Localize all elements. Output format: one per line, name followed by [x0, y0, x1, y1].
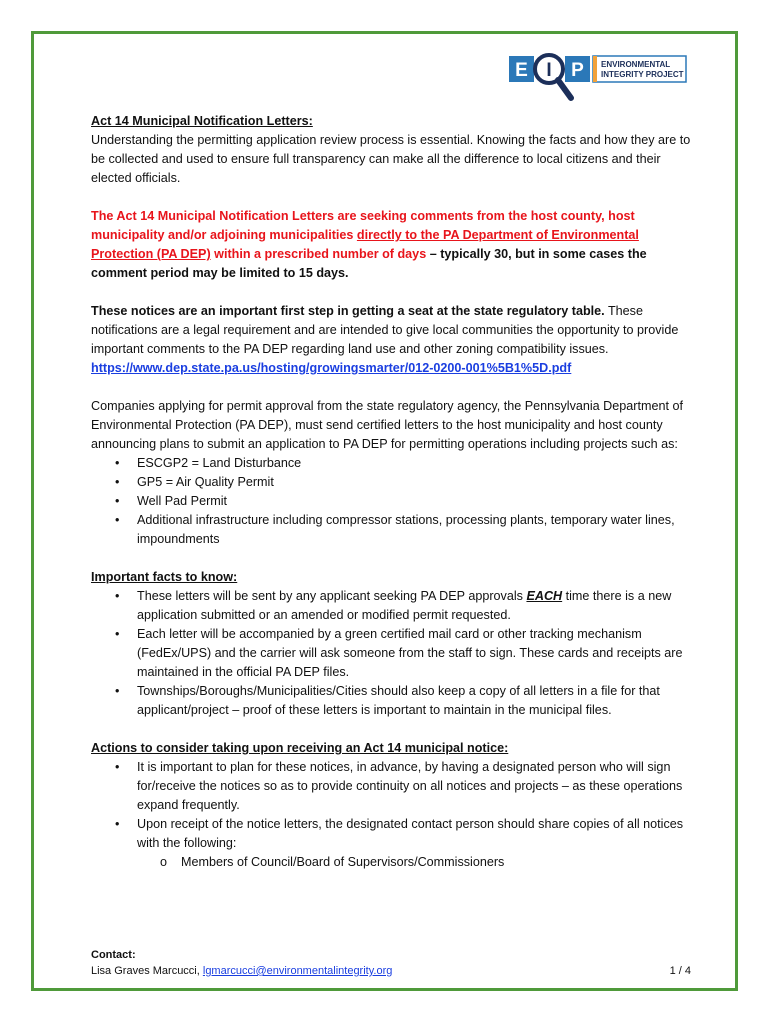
actions-list [91, 758, 691, 853]
eip-logo [509, 50, 688, 105]
actions-sublist [91, 853, 691, 872]
facts-heading: Important facts to know: [91, 570, 238, 584]
intro-paragraph: Understanding the permitting application review process is essential. Knowing the facts and how they are to be collected and used to ensure full transparency can make all the difference to local citizens and their elected officials. [91, 133, 691, 185]
notices-paragraph [91, 302, 691, 359]
contact-line [91, 963, 691, 979]
list-item: • It is important to plan for these notices, in advance, by having a designated person who will sign for/receive the notices so as to provide continuity on all notices and projects – as these operations expand frequently. [91, 758, 691, 815]
page-number: 1 / 4 [669, 965, 691, 977]
contact-label: Contact: [91, 949, 136, 961]
list-item: • Upon receipt of the notice letters, the designated contact person should share copies of all notices with the following: [91, 815, 691, 853]
intro-heading: Act 14 Municipal Notification Letters: [91, 114, 313, 128]
alert-paragraph [91, 207, 691, 283]
list-item: • GP5 = Air Quality Permit [91, 473, 691, 492]
dep-link[interactable]: https://www.dep.state.pa.us/hosting/growingsmarter/012-0200-001%5B1%5D.pdf [91, 361, 572, 375]
list-item: o Members of Council/Board of Supervisors/Commissioners [91, 853, 691, 872]
list-item: • Additional infrastructure including compressor stations, processing plants, temporary water lines, impoundments [91, 511, 691, 549]
contact-email-link[interactable]: lgmarcucci@environmentalintegrity.org [202, 965, 393, 977]
document-body [91, 112, 691, 872]
logo-accent-bar [593, 56, 597, 82]
alert-text-3: within a prescribed number of days [210, 247, 427, 261]
contact-name: Lisa Graves Marcucci, [91, 965, 203, 977]
list-item: • Each letter will be accompanied by a green certified mail card or other tracking mechanism (FedEx/UPS) and the carrier will ask someone from the staff to sign. These cards and receipts are maintained in the official PA DEP files. [91, 625, 691, 682]
list-item: • Townships/Boroughs/Municipalities/Cities should also keep a copy of all letters in a file for that applicant/project – proof of these letters is important to maintain in the municipal files. [91, 682, 691, 720]
alert-text-1: The Act 14 Municipal Notification Letters are seeking comments from the host county, host municipality and/or adjoining municipalities [91, 209, 635, 242]
logo-line1: ENVIRONMENTAL [601, 60, 671, 69]
companies-paragraph: Companies applying for permit approval from the state regulatory agency, the Pennsylvania Department of Environmental Protection (PA DEP), must send certified letters to the host municipality and host county announcing plans to submit an application to PA DEP for permitting operations including projects such as: [91, 399, 683, 451]
logo-letter-e: E [515, 60, 528, 81]
logo-letter-i: I [546, 60, 552, 81]
logo-letter-p: P [571, 60, 584, 81]
actions-heading: Actions to consider taking upon receiving an Act 14 municipal notice: [91, 741, 509, 755]
alert-text-2: directly to the PA Department of Environmental Protection (PA DEP) [91, 228, 639, 261]
alert-text-4: – typically 30, but in some cases the comment period may be limited to 15 days. [91, 247, 647, 280]
notices-text: These notifications are a legal requirement and are intended to give local communities the opportunity to provide important comments to the PA DEP regarding land use and other zoning compatibility issues. [91, 304, 679, 356]
list-item: • Well Pad Permit [91, 492, 691, 511]
page-footer [91, 947, 691, 979]
logo-line2: INTEGRITY PROJECT [601, 70, 684, 79]
list-item: • These letters will be sent by any applicant seeking PA DEP approvals EACH time there is a new application submitted or an amended or modified permit requested. [91, 587, 691, 625]
facts-list [91, 587, 691, 720]
magnifier-handle [558, 80, 571, 98]
notices-bold: These notices are an important first step in getting a seat at the state regulatory table. [91, 304, 605, 318]
permit-list [91, 454, 691, 549]
list-item: • ESCGP2 = Land Disturbance [91, 454, 691, 473]
each-emphasis: EACH [526, 589, 563, 603]
